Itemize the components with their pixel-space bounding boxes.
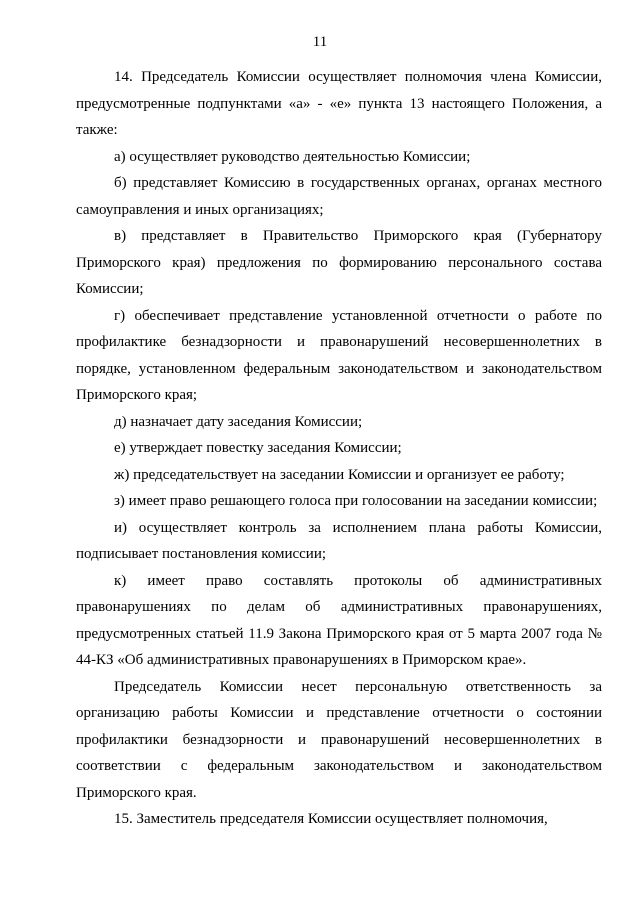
list-item-zh: ж) председательствует на заседании Комиссии и организует ее работу; — [114, 466, 565, 483]
list-item-a: а) осуществляет руководство деятельностью Комиссии; — [114, 148, 471, 165]
list-item-v: в) представляет в Правительство Приморского края (Губернатору Приморского края) предложения по формированию персонального состава Комиссии; — [76, 228, 602, 297]
page-number: 11 — [312, 34, 328, 50]
paragraph-14: 14. Председатель Комиссии осуществляет полномочия члена Комиссии, предусмотренные подпунктами «а» - «е» пункта 13 настоящего Положения, а также: — [76, 69, 602, 138]
list-item-d: д) назначает дату заседания Комиссии; — [114, 413, 363, 430]
list-item-e: е) утверждает повестку заседания Комиссии; — [114, 440, 402, 456]
document-body — [76, 64, 602, 833]
list-item-z: з) имеет право решающего голоса при голосовании на заседании комиссии; — [114, 493, 598, 509]
list-item-g: г) обеспечивает представление установленной отчетности о работе по профилактике безнадзорности и правонарушений несовершеннолетних в порядке, установленном федеральным законодательством и законодательством Приморского края; — [76, 307, 602, 403]
list-item-k: к) имеет право составлять протоколы об административных правонарушениях по делам об административных правонарушениях, предусмотренных статьей 11.9 Закона Приморского края от 5 марта 2007 года № 44-КЗ «Об административных правонарушениях в Приморском крае». — [76, 572, 602, 668]
paragraph-15: 15. Заместитель председателя Комиссии осуществляет полномочия, — [114, 811, 548, 827]
list-item-i: и) осуществляет контроль за исполнением плана работы Комиссии, подписывает постановления комиссии; — [76, 519, 602, 562]
list-item-b: б) представляет Комиссию в государственных органах, органах местного самоуправления и иных организациях; — [76, 175, 602, 218]
responsibility-paragraph: Председатель Комиссии несет персональную ответственность за организацию работы Комиссии и представление отчетности о состоянии профилактики безнадзорности и правонарушений несовершеннолетних в соответствии с федеральным законодательством и законодательством Приморского края. — [76, 678, 602, 801]
